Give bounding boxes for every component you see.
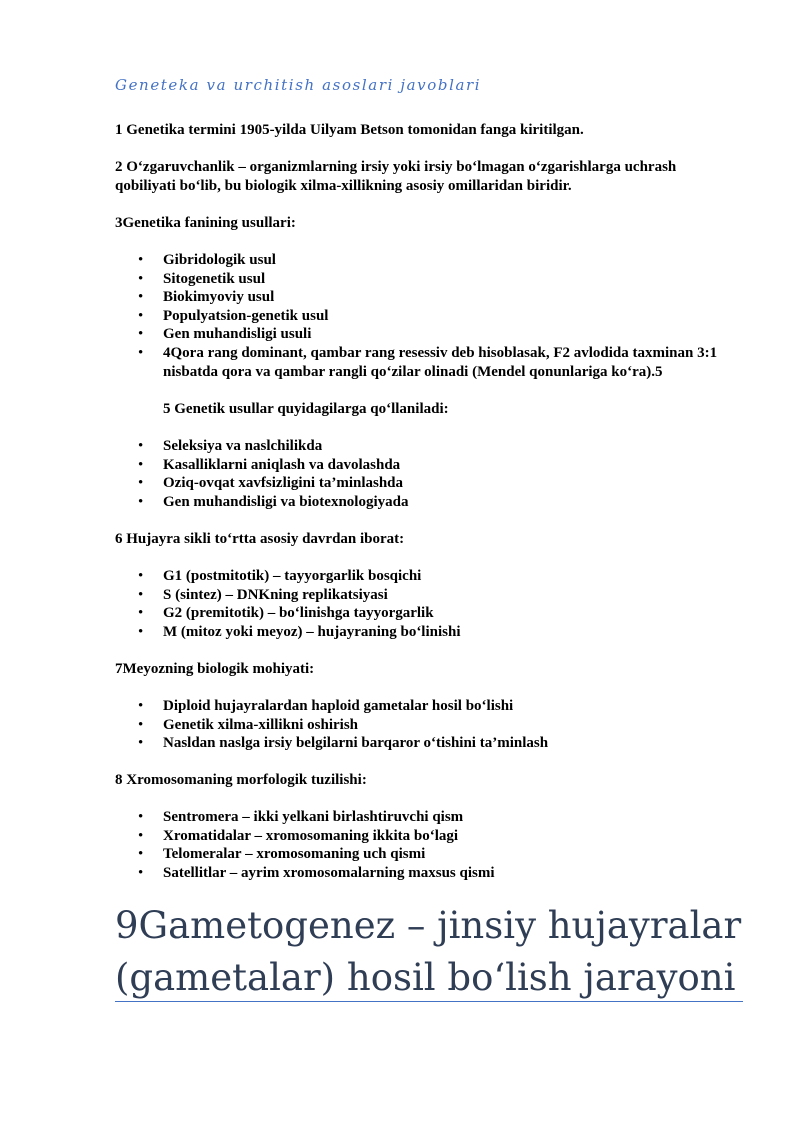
heading-underline (115, 1001, 743, 1002)
applications-list (115, 437, 745, 511)
bullet-icon: • (138, 493, 144, 510)
list-item: • Diploid hujayralardan haploid gametalar hosil bo‘lishi (138, 698, 514, 714)
list-item: • G2 (premitotik) – bo‘linishga tayyorgarlik (138, 605, 434, 622)
paragraph-6: 6 Hujayra sikli to‘rtta asosiy davrdan iborat: (115, 531, 405, 547)
bullet-icon: • (138, 809, 144, 825)
list-item: • Gen muhandisligi usuli (138, 326, 312, 343)
bullet-icon: • (138, 568, 144, 584)
bullet-icon: • (138, 438, 144, 454)
bullet-icon: • (138, 605, 144, 622)
list-item: • Sentromera – ikki yelkani birlashtiruvchi qism (138, 809, 464, 825)
bullet-icon: • (138, 827, 144, 844)
list-item: • Kasalliklarni aniqlash va davolashda (138, 456, 401, 473)
list-item: • Xromatidalar – xromosomaning ikkita bo‘lagi (138, 827, 459, 844)
bullet-icon: • (138, 344, 144, 361)
meiosis-list (115, 697, 745, 753)
list-item: • Seleksiya va naslchilikda (138, 438, 323, 454)
list-item: • Populyatsion-genetik usul (138, 307, 329, 324)
bullet-icon: • (138, 698, 144, 714)
list-item: • Genetik xilma-xillikni oshirish (138, 716, 359, 733)
bullet-icon: • (138, 252, 144, 268)
bullet-icon: • (138, 846, 144, 863)
methods-list (115, 251, 745, 381)
paragraph-1: 1 Genetika termini 1905-yilda Uilyam Betson tomonidan fanga kiritilgan. (115, 122, 584, 138)
list-item: • Sitogenetik usul (138, 270, 266, 287)
paragraph-8: 8 Xromosomaning morfologik tuzilishi: (115, 772, 367, 788)
paragraph-7: 7Meyozning biologik mohiyati: (115, 661, 315, 677)
chromosome-list (115, 808, 745, 882)
list-item: • M (mitoz yoki meyoz) – hujayraning bo‘linishi (138, 623, 461, 640)
paragraph-5: 5 Genetik usullar quyidagilarga qo‘llaniladi: (163, 401, 449, 417)
paragraph-2: 2 O‘zgaruvchanlik – organizmlarning irsiy yoki irsiy bo‘lmagan o‘zgarishlarga uchrash qobiliyati bo‘lib, bu biologik xilma-xillikning asosiy omillaridan biridir. (115, 159, 677, 194)
list-item: • G1 (postmitotik) – tayyorgarlik bosqichi (138, 568, 422, 584)
bullet-icon: • (138, 716, 144, 733)
bullet-icon: • (138, 735, 144, 752)
bullet-icon: • (138, 307, 144, 324)
bullet-icon: • (138, 475, 144, 492)
bullet-icon: • (138, 864, 144, 881)
list-item: • Biokimyoviy usul (138, 289, 275, 306)
list-item: • Satellitlar – ayrim xromosomalarning maxsus qismi (138, 864, 495, 881)
list-item: • Nasldan naslga irsiy belgilarni barqaror o‘tishini ta’minlash (138, 735, 549, 752)
list-item: • 4Qora rang dominant, qambar rang resessiv deb hisoblasak, F2 avlodida taxminan 3:1 nisbatda qora va qambar rangli qo‘zilar olinadi (Mendel qonunlariga ko‘ra).5 (138, 344, 718, 380)
paragraph-3: 3Genetika fanining usullari: (115, 215, 296, 231)
bullet-icon: • (138, 623, 144, 640)
list-item: • Oziq-ovqat xavfsizligini ta’minlashda (138, 475, 404, 492)
document-subtitle: Geneteka va urchitish asoslari javoblari (115, 76, 482, 94)
cell-cycle-list (115, 567, 745, 641)
list-item: • Gibridologik usul (138, 252, 276, 268)
list-item: • Gen muhandisligi va biotexnologiyada (138, 493, 409, 510)
bullet-icon: • (138, 289, 144, 306)
bullet-icon: • (138, 456, 144, 473)
bullet-icon: • (138, 270, 144, 287)
list-item: • S (sintez) – DNKning replikatsiyasi (138, 586, 388, 603)
bullet-icon: • (138, 586, 144, 603)
section-heading: 9Gametogenez – jinsiy hujayralar (gametalar) hosil bo‘lish jarayoni (115, 904, 742, 999)
list-item: • Telomeralar – xromosomaning uch qismi (138, 846, 426, 863)
bullet-icon: • (138, 326, 144, 343)
